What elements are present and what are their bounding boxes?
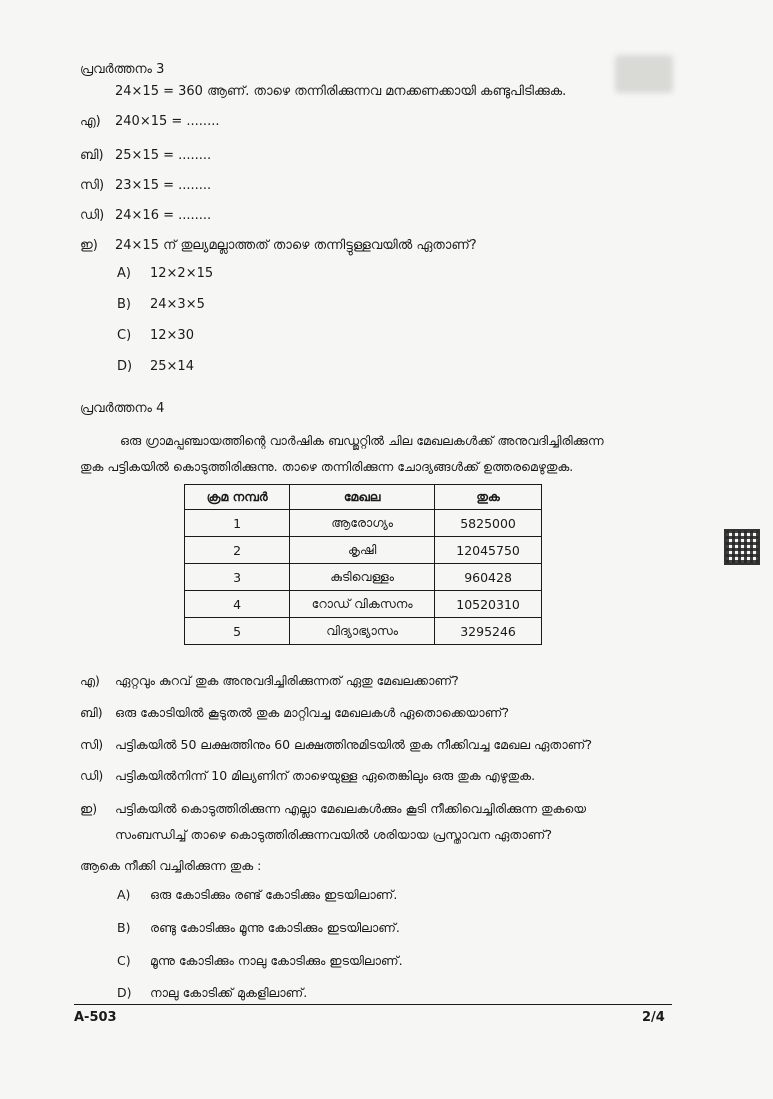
table-row [185,618,542,645]
table-row [185,537,542,564]
option-d-text: 25×14 [150,359,194,374]
cell-serial: 1 [185,510,290,537]
total-label: ആകെ നീക്കി വച്ചിരിക്കുന്ന തുക : [80,858,262,873]
q3c-text: 23×15 = ........ [115,178,212,193]
header-sector: മേഖല [290,485,435,510]
option-d-label: D) [117,359,133,374]
option-b-label: B) [117,297,131,312]
option-d-label: D) [117,985,132,1000]
q3d-label: ഡി) [80,208,105,223]
q4b-label: ബി) [80,705,103,720]
q3a-label: എ) [80,114,101,129]
option-a-label: A) [117,266,131,281]
option-c-label: C) [117,953,131,968]
footer-divider [74,1004,672,1005]
q4d-text: പട്ടികയിൽനിന്ന് 10 മില്യണിന് താഴെയുള്ള ഏതെങ്കിലും ഒരു തുക എഴുതുക. [115,768,536,783]
q4e-text-line2: സംബന്ധിച്ച് താഴെ കൊടുത്തിരിക്കുന്നവയിൽ ശരിയായ പ്രസ്താവന ഏതാണ്? [115,827,553,842]
option-a-label: A) [117,887,131,902]
cell-amount: 960428 [435,564,542,591]
header-serial: ക്രമ നമ്പർ [185,485,290,510]
cell-sector: ആരോഗ്യം [290,510,435,537]
option-b-label: B) [117,920,131,935]
option-c-label: C) [117,328,132,343]
q3b-text: 25×15 = ........ [115,148,212,163]
q4c-text: പട്ടികയിൽ 50 ലക്ഷത്തിനും 60 ലക്ഷത്തിനുമിടയിൽ തുക നീക്കിവച്ച മേഖല ഏതാണ്? [115,737,592,752]
cell-serial: 4 [185,591,290,618]
cell-sector: വിദ്യാഭ്യാസം [290,618,435,645]
option-b-text: രണ്ടു കോടിക്കും മൂന്നു കോടിക്കും ഇടയിലാണ്. [150,920,400,935]
option-a-text: 12×2×15 [150,266,214,281]
q3b-label: ബി) [80,148,104,163]
activity-4-heading: പ്രവർത്തനം 4 [80,401,165,416]
option-c-text: 12×30 [150,328,194,343]
cell-sector: റോഡ് വികസനം [290,591,435,618]
cell-amount: 3295246 [435,618,542,645]
activity-3-heading: പ്രവർത്തനം 3 [80,62,165,77]
table-header-row [185,485,542,510]
cell-sector: കൃഷി [290,537,435,564]
option-a-text: ഒരു കോടിക്കും രണ്ട് കോടിക്കും ഇടയിലാണ്. [150,887,398,902]
q3a-text: 240×15 = ........ [115,114,220,129]
q3e-text: 24×15 ന് തുല്യമല്ലാത്തത് താഴെ തന്നിട്ടുള്ളവയിൽ ഏതാണ്? [115,238,477,253]
cell-amount: 12045750 [435,537,542,564]
cell-sector: കുടിവെള്ളം [290,564,435,591]
header-amount: തുക [435,485,542,510]
q4d-label: ഡി) [80,768,104,783]
q4e-text: പട്ടികയിൽ കൊടുത്തിരിക്കുന്ന എല്ലാ മേഖലകൾക്കും കൂടി നീക്കിവെച്ചിരിക്കുന്ന തുകയെ [115,801,587,816]
cell-serial: 3 [185,564,290,591]
activity-4-intro-line2: തുക പട്ടികയിൽ കൊടുത്തിരിക്കുന്നു. താഴെ തന്നിരിക്കുന്ന ചോദ്യങ്ങൾക്ക് ഉത്തരമെഴുതുക. [80,459,574,474]
q4e-label: ഇ) [80,801,98,816]
scan-smudge [615,55,673,93]
q4a-label: എ) [80,673,100,688]
q3d-text: 24×16 = ........ [115,208,212,223]
qr-code-icon [724,529,760,565]
option-b-text: 24×3×5 [150,297,205,312]
option-d-text: നാലു കോടിക്ക് മുകളിലാണ്. [150,985,308,1000]
activity-4-intro-line1: ഒരു ഗ്രാമപ്പഞ്ചായത്തിന്റെ വാർഷിക ബഡ്ജറ്റിൽ ചില മേഖലകൾക്ക് അനുവദിച്ചിരിക്കുന്ന [120,433,604,448]
option-c-text: മൂന്നു കോടിക്കും നാലു കോടിക്കും ഇടയിലാണ്. [150,953,403,968]
cell-serial: 5 [185,618,290,645]
q4a-text: ഏറ്റവും കുറവ് തുക അനുവദിച്ചിരിക്കുന്നത് ഏതു മേഖലക്കാണ്? [115,673,459,688]
budget-table [184,484,542,645]
activity-3-intro: 24×15 = 360 ആണ്. താഴെ തന്നിരിക്കുന്നവ മനക്കണക്കായി കണ്ടുപിടിക്കുക. [115,84,567,99]
cell-amount: 10520310 [435,591,542,618]
table-row [185,510,542,537]
page-number: 2/4 [642,1010,665,1025]
table-row [185,564,542,591]
cell-amount: 5825000 [435,510,542,537]
q4b-text: ഒരു കോടിയിൽ കൂടുതൽ തുക മാറ്റിവച്ച മേഖലകൾ ഏതൊക്കെയാണ്? [115,705,509,720]
q4c-label: സി) [80,737,104,752]
table-row [185,591,542,618]
cell-serial: 2 [185,537,290,564]
q3e-label: ഇ) [80,238,98,253]
paper-code: A-503 [74,1010,117,1025]
q3c-label: സി) [80,178,105,193]
